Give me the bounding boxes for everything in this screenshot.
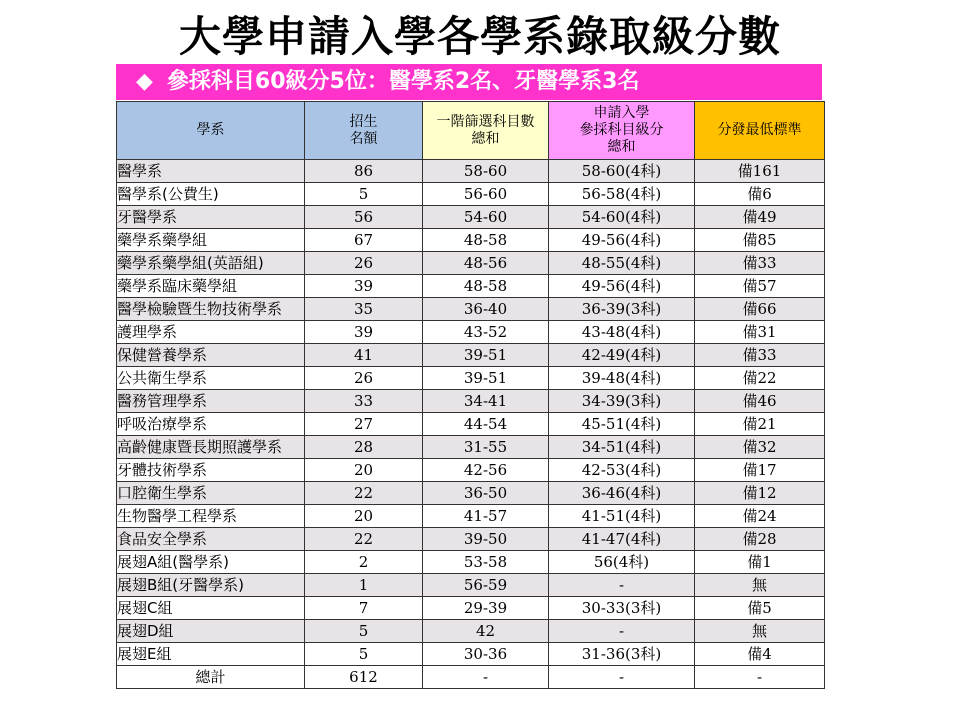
cell-quota: 86 [305, 160, 423, 183]
cell-score-sum: 34-39(3科) [549, 390, 695, 413]
cell-quota: 41 [305, 344, 423, 367]
cell-screen-range: 48-56 [423, 252, 549, 275]
cell-screen-range: 43-52 [423, 321, 549, 344]
table-row [117, 459, 825, 482]
table-row [117, 367, 825, 390]
cell-dept: 公共衛生學系 [117, 367, 305, 390]
cell-score-sum: 54-60(4科) [549, 206, 695, 229]
cell-screen-range: 44-54 [423, 413, 549, 436]
cell-quota: 28 [305, 436, 423, 459]
cell-screen-range: 31-55 [423, 436, 549, 459]
cell-screen-range: 56-59 [423, 574, 549, 597]
cell-dept: 展翅B組(牙醫學系) [117, 574, 305, 597]
cell-dept: 展翅D組 [117, 620, 305, 643]
cell-min-standard: 備49 [695, 206, 825, 229]
cell-dept: 護理學系 [117, 321, 305, 344]
cell-screen-range: 58-60 [423, 160, 549, 183]
cell-screen-range: 36-40 [423, 298, 549, 321]
cell-dept: 醫學系(公費生) [117, 183, 305, 206]
cell-dept: 口腔衛生學系 [117, 482, 305, 505]
table-row [117, 597, 825, 620]
cell-quota: 26 [305, 367, 423, 390]
cell-quota: 1 [305, 574, 423, 597]
cell-min-standard: 備31 [695, 321, 825, 344]
cell-score-sum: 41-47(4科) [549, 528, 695, 551]
table-row [117, 229, 825, 252]
cell-min-standard: 備57 [695, 275, 825, 298]
cell-quota: 22 [305, 528, 423, 551]
header-quota [305, 102, 423, 160]
cell-score-sum: 39-48(4科) [549, 367, 695, 390]
cell-dept: 食品安全學系 [117, 528, 305, 551]
table-header-row [117, 102, 825, 160]
cell-dept: 生物醫學工程學系 [117, 505, 305, 528]
cell-score-sum: 43-48(4科) [549, 321, 695, 344]
cell-score-sum: 58-60(4科) [549, 160, 695, 183]
cell-min-standard: 備85 [695, 229, 825, 252]
cell-quota: 7 [305, 597, 423, 620]
cell-quota: 2 [305, 551, 423, 574]
cell-score-sum: 41-51(4科) [549, 505, 695, 528]
cell-dept: 藥學系藥學組(英語組) [117, 252, 305, 275]
cell-screen-range: 39-51 [423, 367, 549, 390]
header-quota-label: 招生 名額 [349, 113, 378, 147]
header-screen [423, 102, 549, 160]
header-sum [549, 102, 695, 160]
cell-min-standard: 備12 [695, 482, 825, 505]
cell-min-standard: 備6 [695, 183, 825, 206]
cell-min-standard: 備32 [695, 436, 825, 459]
cell-quota: 20 [305, 505, 423, 528]
cell-score-sum: 56-58(4科) [549, 183, 695, 206]
cell-min-standard: 備1 [695, 551, 825, 574]
header-min [695, 102, 825, 160]
cell-quota: 5 [305, 620, 423, 643]
cell-score-sum: 49-56(4科) [549, 229, 695, 252]
cell-dept: 醫務管理學系 [117, 390, 305, 413]
cell-min-standard: 無 [695, 574, 825, 597]
total-cell-score-sum: - [549, 666, 695, 689]
cell-min-standard: 備33 [695, 344, 825, 367]
total-cell-min-standard: - [695, 666, 825, 689]
cell-screen-range: 36-50 [423, 482, 549, 505]
cell-min-standard: 備66 [695, 298, 825, 321]
cell-score-sum: 56(4科) [549, 551, 695, 574]
cell-quota: 5 [305, 643, 423, 666]
cell-screen-range: 56-60 [423, 183, 549, 206]
table-row [117, 160, 825, 183]
banner-text: 參採科目60級分5位：醫學系2名、牙醫學系3名 [166, 69, 640, 94]
table-row [117, 275, 825, 298]
cell-score-sum: 42-53(4科) [549, 459, 695, 482]
cell-score-sum: 31-36(3科) [549, 643, 695, 666]
cell-min-standard: 備161 [695, 160, 825, 183]
table-row [117, 436, 825, 459]
table-row [117, 390, 825, 413]
cell-dept: 牙醫學系 [117, 206, 305, 229]
cell-min-standard: 備5 [695, 597, 825, 620]
cell-dept: 醫學系 [117, 160, 305, 183]
cell-score-sum: 36-39(3科) [549, 298, 695, 321]
table-row [117, 344, 825, 367]
cell-dept: 牙體技術學系 [117, 459, 305, 482]
cell-screen-range: 29-39 [423, 597, 549, 620]
total-cell-dept: 總計 [117, 666, 305, 689]
cell-min-standard: 備17 [695, 459, 825, 482]
header-min-label: 分發最低標準 [717, 122, 802, 138]
cell-quota: 20 [305, 459, 423, 482]
cell-min-standard: 備4 [695, 643, 825, 666]
table-row [117, 206, 825, 229]
table-row [117, 413, 825, 436]
subtitle-banner [116, 64, 822, 100]
table-row [117, 298, 825, 321]
cell-score-sum: 49-56(4科) [549, 275, 695, 298]
cell-quota: 22 [305, 482, 423, 505]
total-cell-screen-range: - [423, 666, 549, 689]
cell-screen-range: 34-41 [423, 390, 549, 413]
cell-dept: 保健營養學系 [117, 344, 305, 367]
cell-score-sum: - [549, 620, 695, 643]
cell-quota: 5 [305, 183, 423, 206]
cell-min-standard: 備46 [695, 390, 825, 413]
cell-score-sum: 42-49(4科) [549, 344, 695, 367]
table-row [117, 183, 825, 206]
table-total-row [117, 666, 825, 689]
cell-score-sum: 34-51(4科) [549, 436, 695, 459]
cell-screen-range: 39-50 [423, 528, 549, 551]
table-row [117, 321, 825, 344]
total-cell-quota: 612 [305, 666, 423, 689]
cell-score-sum: 45-51(4科) [549, 413, 695, 436]
cell-screen-range: 48-58 [423, 229, 549, 252]
cell-score-sum: 48-55(4科) [549, 252, 695, 275]
cell-screen-range: 48-58 [423, 275, 549, 298]
cell-quota: 56 [305, 206, 423, 229]
cell-min-standard: 備24 [695, 505, 825, 528]
cell-dept: 藥學系藥學組 [117, 229, 305, 252]
cell-score-sum: 36-46(4科) [549, 482, 695, 505]
cell-quota: 27 [305, 413, 423, 436]
table-body [117, 160, 825, 689]
page-title: 大學申請入學各學系錄取級分數 [178, 12, 781, 61]
cell-min-standard: 備28 [695, 528, 825, 551]
cell-screen-range: 54-60 [423, 206, 549, 229]
admission-score-table [116, 101, 825, 689]
cell-dept: 呼吸治療學系 [117, 413, 305, 436]
cell-screen-range: 30-36 [423, 643, 549, 666]
cell-screen-range: 41-57 [423, 505, 549, 528]
cell-quota: 39 [305, 275, 423, 298]
header-dept-label: 學系 [196, 122, 225, 138]
cell-screen-range: 42-56 [423, 459, 549, 482]
cell-screen-range: 53-58 [423, 551, 549, 574]
cell-dept: 展翅C組 [117, 597, 305, 620]
cell-score-sum: - [549, 574, 695, 597]
table-row [117, 528, 825, 551]
header-sum-label: 申請入學 參採科目級分 總和 [579, 105, 664, 155]
table-row [117, 620, 825, 643]
cell-dept: 展翅E組 [117, 643, 305, 666]
cell-quota: 39 [305, 321, 423, 344]
table-row [117, 643, 825, 666]
cell-min-standard: 無 [695, 620, 825, 643]
cell-min-standard: 備22 [695, 367, 825, 390]
cell-quota: 26 [305, 252, 423, 275]
table-row [117, 551, 825, 574]
cell-dept: 醫學檢驗暨生物技術學系 [117, 298, 305, 321]
cell-quota: 33 [305, 390, 423, 413]
table-row [117, 574, 825, 597]
cell-quota: 35 [305, 298, 423, 321]
table-row [117, 505, 825, 528]
cell-score-sum: 30-33(3科) [549, 597, 695, 620]
table-row [117, 252, 825, 275]
cell-dept: 展翅A組(醫學系) [117, 551, 305, 574]
header-screen-label: 一階篩選科目數 總和 [436, 113, 535, 147]
cell-min-standard: 備33 [695, 252, 825, 275]
cell-dept: 藥學系臨床藥學組 [117, 275, 305, 298]
cell-screen-range: 42 [423, 620, 549, 643]
cell-quota: 67 [305, 229, 423, 252]
table-row [117, 482, 825, 505]
cell-screen-range: 39-51 [423, 344, 549, 367]
diamond-bullet-icon: ◆ [136, 69, 153, 94]
header-dept [117, 102, 305, 160]
cell-min-standard: 備21 [695, 413, 825, 436]
cell-dept: 高齡健康暨長期照護學系 [117, 436, 305, 459]
